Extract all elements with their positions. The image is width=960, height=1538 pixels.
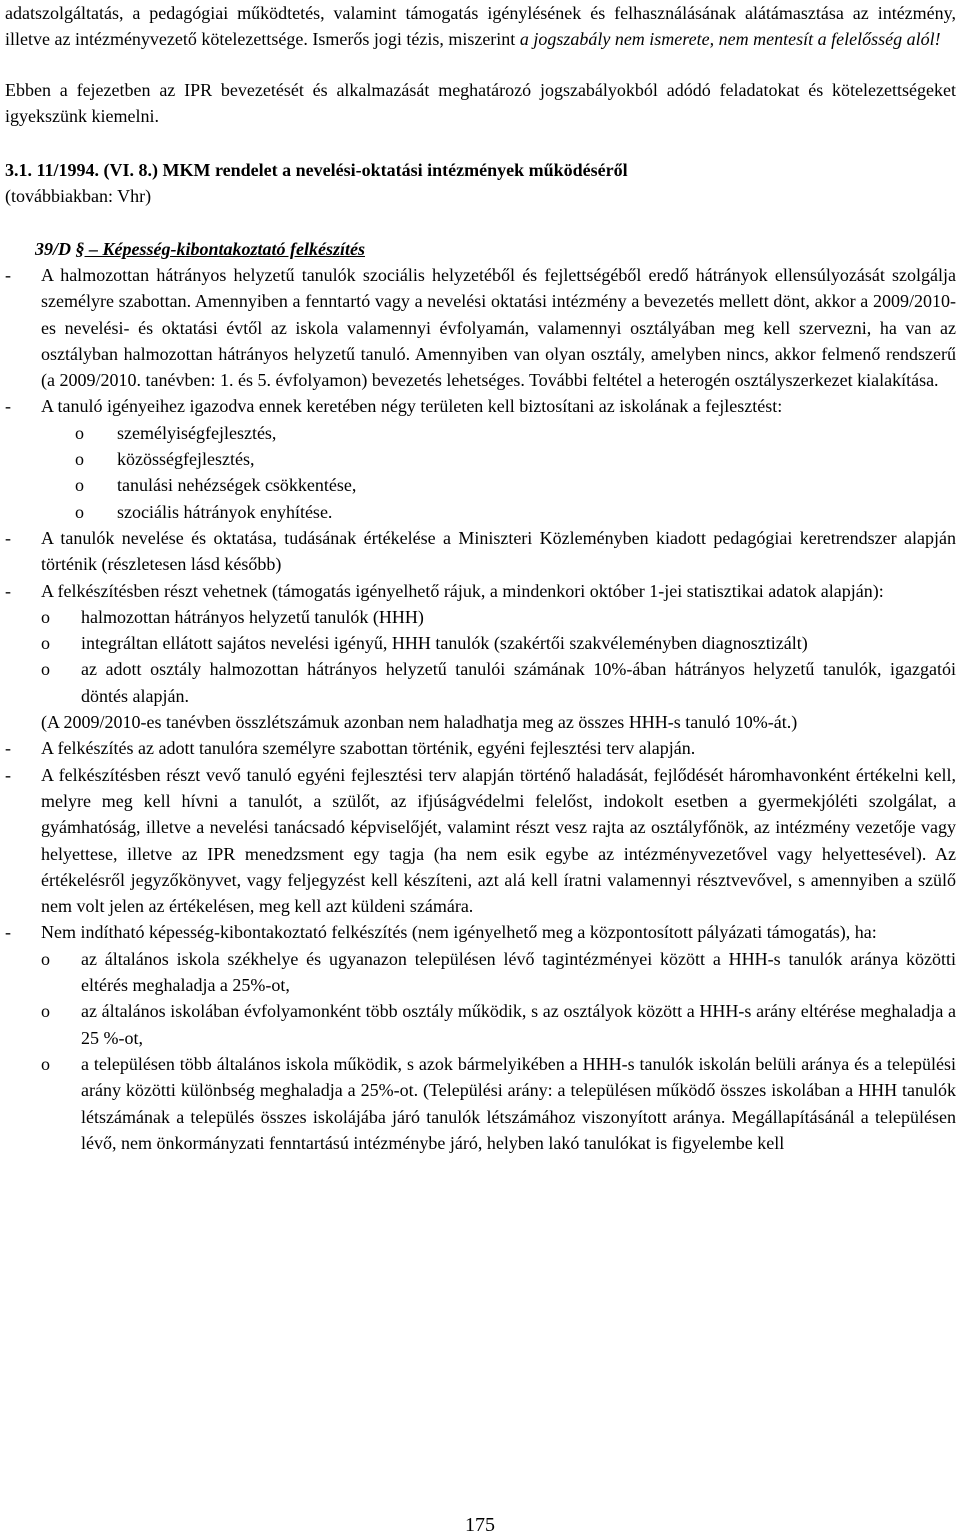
sub-list-item: o az adott osztály halmozottan hátrányos helyzetű tanulói számának 10%-ában hátrányos helyzetű tanulók, igazgatói döntés alapján. xyxy=(41,656,956,709)
list-item xyxy=(5,262,956,393)
sub-list-item: o az általános iskola székhelye és ugyanazon településen lévő tagintézményei között a HHH-s tanulók aránya közötti eltérés meghaladja a 25%-ot, xyxy=(41,946,956,999)
sub-list-item: o integráltan ellátott sajátos nevelési igényű, HHH tanulók (szakértői szakvéleményben diagnosztizált) xyxy=(41,630,956,656)
intro-paragraph xyxy=(5,0,956,53)
circle-marker: o xyxy=(75,501,84,522)
sub-list-item: o a településen több általános iskola működik, s azok bármelyikében a HHH-s tanulók iskolán belüli aránya és a települési arány közötti különbség meghaladja a 25%-ot. (Települési arány: a településen működő összes iskolában a HHH tanulók létszámának a település összes iskolájába járó tanulók létszámához viszonyított aránya. Megállapításánál a településen lévő, nem önkormányzati fenntartású intézménybe járó, helyben lakó tanulókat is figyelembe kell xyxy=(41,1051,956,1156)
list-item xyxy=(5,525,956,578)
list-item xyxy=(5,919,956,945)
list-item-text: A felkészítésben részt vehetnek (támogatás igényelhető rájuk, a mindenkori október 1-jei statisztikai adatok alapján): xyxy=(41,580,884,601)
note-paragraph xyxy=(5,709,956,735)
circle-marker: o xyxy=(75,475,84,496)
sub-list-item: o halmozottan hátrányos helyzetű tanulók (HHH) xyxy=(41,604,956,630)
subsection-prefix: 39/D § xyxy=(35,239,85,259)
list-item xyxy=(5,735,956,761)
subsection-heading xyxy=(35,236,960,262)
dash-marker: - xyxy=(5,764,11,785)
list-item-text: A felkészítés az adott tanulóra személyre szabottan történik, egyéni fejlesztési terv alapján. xyxy=(41,738,696,759)
dash-marker: - xyxy=(5,265,11,285)
circle-marker: o xyxy=(41,1053,50,1074)
list-item xyxy=(5,762,956,920)
circle-marker: o xyxy=(41,633,50,654)
list-item xyxy=(5,578,956,604)
dash-marker: - xyxy=(5,580,11,601)
circle-marker: o xyxy=(75,422,84,443)
circle-marker: o xyxy=(41,659,50,680)
sub-list-item: o személyiségfejlesztés, xyxy=(75,420,956,446)
sub-list-item: o szociális hátrányok enyhítése. xyxy=(75,499,956,525)
circle-marker: o xyxy=(75,449,84,470)
list-item-text: Nem indítható képesség-kibontakoztató felkészítés (nem igényelhető meg a központosított pályázati támogatás), ha: xyxy=(41,922,877,943)
dash-marker: - xyxy=(5,527,11,548)
chapter-description: Ebben a fejezetben az IPR bevezetését és alkalmazását meghatározó jogszabályokból adódó feladatokat és kötelezettségeket igyekszünk kiemelni. xyxy=(5,80,956,127)
intro-italic-text: a jogszabály nem ismerete, nem mentesít a felelősség alól! xyxy=(519,29,941,50)
page-number: 175 xyxy=(465,1514,495,1536)
circle-marker: o xyxy=(41,606,50,627)
sub-list-item: o közösségfejlesztés, xyxy=(75,446,956,472)
dash-marker: - xyxy=(5,738,11,759)
note-text: (A 2009/2010-es tanévben összlétszámuk azonban nem haladhatja meg az összes HHH-s tanuló 10%-át.) xyxy=(41,712,798,733)
list-item xyxy=(5,393,956,419)
section-heading-sub: (továbbiakban: Vhr) xyxy=(5,186,152,206)
circle-marker: o xyxy=(41,1001,50,1022)
item-list xyxy=(5,262,956,1156)
list-item-text: A tanuló igényeihez igazodva ennek keretében négy területen kell biztosítani az iskolának a fejlesztést: xyxy=(41,396,783,417)
intro-text: adatszolgáltatás, a pedagógiai működtetés, valamint támogatás igénylésének és felhasználásának alátámasztása az intézmény, illetve az intézményvezető kötelezettsége. Ismerős jogi tézis, miszerint xyxy=(5,3,956,50)
sub-list-item: o az általános iskolában évfolyamonként több osztály működik, s az osztályok között a HHH-s arány eltérése meghaladja a 25 %-ot, xyxy=(41,998,956,1051)
dash-marker: - xyxy=(5,922,11,943)
section-heading-text: 3.1. 11/1994. (VI. 8.) MKM rendelet a nevelési-oktatási intézmények működéséről xyxy=(5,160,628,180)
circle-marker: o xyxy=(41,948,50,969)
subsection-title: – Képesség-kibontakoztató felkészítés xyxy=(84,239,365,259)
section-heading xyxy=(5,157,956,183)
dash-marker: - xyxy=(5,396,11,417)
list-item-text: A tanulók nevelése és oktatása, tudásának értékelése a Miniszteri Közleményben kiadott pedagógiai keretrendszer alapján történik (részletesen lásd később) xyxy=(41,527,956,575)
list-item-text: A halmozottan hátrányos helyzetű tanulók szociális helyzetéből és fejlettségéből eredő hátrányok ellensúlyozását szolgálja személyre szabottan. Amennyiben a fenntartó vagy a nevelési oktatási intézmény a bevezetés mellett dönt, akkor a 2009/2010-es nevelési- és oktatási évtől az iskola valamennyi évfolyamán, valamennyi osztályában meg kell szervezni, ha van az osztályban halmozottan hátrányos helyzetű tanuló. Amennyiben van olyan osztály, amelyben nincs, akkor felmenő rendszerű (a 2009/2010. tanévben: 1. és 5. évfolyamon) bevezetés lehetséges. További feltétel a heterogén osztályszerkezet kialakítása. xyxy=(41,265,956,391)
sub-list-item: o tanulási nehézségek csökkentése, xyxy=(75,472,956,498)
list-item-text: A felkészítésben részt vevő tanuló egyéni fejlesztési terv alapján történő haladását, fejlődését háromhavonként értékelni kell, melyre meg kell hívni a tanulót, a szülőt, az ifjúságvédelmi felelőst, indokolt esetben a gyermekjóléti szolgálat, a gyámhatóság, illetve a nevelési tanácsadó képviselőjét, valamint részt vesz rajta az osztályfőnök, az intézmény vezetője vagy helyettese, illetve az IPR menedzsment egy tagja (ha nem esik egybe az intézményvezetővel vagy helyettesével). Az értékelésről jegyzőkönyvet, vagy feljegyzést kell készíteni, azt alá kell íratni valamennyi résztvevővel, s amennyiben a szülő nem volt jelen az értékelésen, meg kell azt küldeni számára. xyxy=(41,764,956,917)
